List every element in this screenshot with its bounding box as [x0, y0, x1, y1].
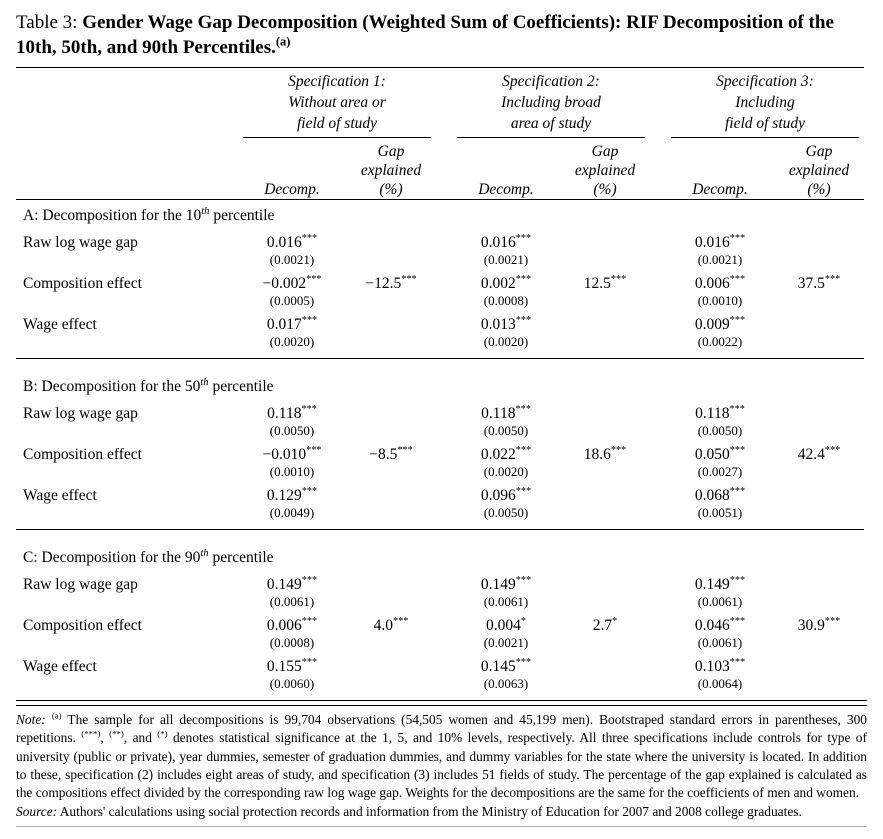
spec3-line3: field of study	[724, 115, 806, 132]
table-row	[16, 575, 864, 616]
spec2-gap-header: Gap explained (%)	[574, 143, 636, 199]
gap-explained-cell	[346, 315, 436, 350]
spec2-header	[452, 68, 650, 138]
panel-title: A: Decomposition for the 10th percentile	[23, 206, 275, 225]
table-row	[16, 657, 864, 698]
gap-explained-cell	[346, 486, 436, 521]
standard-error: (0.0061)	[697, 635, 743, 651]
decomp-cell: 0.149*** (0.0061)	[238, 575, 346, 610]
standard-error: (0.0061)	[483, 594, 529, 610]
gap-explained-cell: 4.0***	[373, 616, 409, 635]
standard-error: (0.0021)	[269, 252, 315, 268]
row-label: Wage effect	[23, 316, 97, 334]
gap-explained-cell: −8.5***	[369, 445, 413, 464]
row-label: Raw log wage gap	[23, 405, 138, 423]
significance-stars: ***	[306, 445, 322, 457]
stars-3-marker: (***)	[81, 728, 101, 739]
standard-error: (0.0051)	[697, 505, 743, 521]
standard-error: (0.0020)	[269, 334, 315, 350]
spacer	[436, 315, 452, 350]
significance-stars: ***	[610, 274, 627, 286]
table-row	[16, 486, 864, 527]
significance-stars: ***	[729, 445, 746, 457]
spacer	[650, 616, 666, 651]
decomp-cell: 0.145*** (0.0063)	[452, 657, 560, 692]
significance-stars: ***	[729, 575, 746, 587]
significance-stars: *	[520, 616, 526, 628]
spacer	[436, 274, 452, 309]
significance-stars: ***	[729, 404, 745, 416]
table-row	[16, 404, 864, 445]
decomp-cell: 0.149*** (0.0061)	[452, 575, 560, 610]
decomp-cell: 0.006*** (0.0010)	[666, 274, 774, 309]
significance-stars: ***	[301, 657, 318, 669]
spacer	[436, 233, 452, 268]
significance-stars: ***	[729, 274, 746, 286]
decomp-cell: 0.013*** (0.0020)	[452, 315, 560, 350]
standard-error: (0.0021)	[483, 635, 529, 651]
spacer	[436, 142, 452, 199]
significance-stars: ***	[729, 315, 746, 327]
row-label: Composition effect	[23, 446, 142, 464]
standard-error: (0.0050)	[483, 505, 529, 521]
gap-explained-cell	[560, 315, 650, 350]
standard-error: (0.0005)	[269, 293, 315, 309]
standard-error: (0.0061)	[697, 594, 743, 610]
decomposition-table	[16, 67, 864, 698]
decomp-cell: 0.118*** (0.0050)	[452, 404, 560, 439]
table-caption	[16, 10, 867, 60]
decomp-cell: 0.068*** (0.0051)	[666, 486, 774, 521]
panel-title: C: Decomposition for the 90th percentile	[23, 548, 274, 567]
header-stub-cell	[16, 68, 238, 138]
spacer	[436, 616, 452, 651]
significance-stars: ***	[301, 404, 317, 416]
table-row	[16, 274, 864, 315]
decomp-cell: 0.022*** (0.0020)	[452, 445, 560, 480]
spec2-underline	[457, 137, 645, 138]
spec1-line2: Without area or	[288, 94, 386, 111]
row-label: Composition effect	[23, 275, 142, 293]
panel-separator-rule	[16, 529, 864, 530]
decomp-cell: 0.050*** (0.0027)	[666, 445, 774, 480]
table-row	[16, 445, 864, 486]
decomp-cell: 0.016*** (0.0021)	[452, 233, 560, 268]
spacer	[650, 233, 666, 268]
spacer	[436, 68, 452, 138]
significance-stars: ***	[515, 445, 532, 457]
note-marker: (a)	[51, 710, 62, 721]
gap-explained-cell: 12.5***	[583, 274, 627, 293]
standard-error: (0.0008)	[483, 293, 529, 309]
gap-explained-cell	[774, 315, 864, 350]
stars-1-marker: (*)	[157, 728, 168, 739]
gap-explained-cell: 42.4***	[797, 445, 841, 464]
standard-error: (0.0010)	[697, 293, 743, 309]
significance-stars: ***	[397, 445, 413, 457]
gap-explained-cell: 37.5***	[797, 274, 841, 293]
significance-stars: ***	[515, 315, 532, 327]
significance-stars: *	[612, 616, 618, 628]
gap-explained-cell	[774, 657, 864, 692]
spec3-line2: Including	[735, 94, 795, 111]
standard-error: (0.0021)	[483, 252, 529, 268]
standard-error: (0.0050)	[269, 423, 315, 439]
significance-stars: ***	[401, 274, 417, 286]
spacer	[650, 274, 666, 309]
decomp-cell: −0.010*** (0.0010)	[238, 445, 346, 480]
significance-stars: ***	[301, 315, 318, 327]
row-label: Wage effect	[23, 658, 97, 676]
standard-error: (0.0020)	[483, 464, 529, 480]
source-label: Source:	[16, 803, 58, 819]
significance-stars: ***	[824, 616, 841, 628]
table-bottom-double-rule	[16, 700, 867, 706]
decomp-cell: 0.118*** (0.0050)	[666, 404, 774, 439]
significance-stars: ***	[301, 486, 318, 498]
panel-title: B: Decomposition for the 50th percentile	[23, 377, 274, 396]
spec3-gap-header: Gap explained (%)	[788, 143, 850, 199]
decomp-cell: 0.096*** (0.0050)	[452, 486, 560, 521]
gap-explained-cell	[346, 233, 436, 268]
gap-explained-cell	[560, 486, 650, 521]
gap-explained-cell	[774, 404, 864, 439]
standard-error: (0.0027)	[697, 464, 743, 480]
spec3-header	[666, 68, 864, 138]
decomp-cell: 0.149*** (0.0061)	[666, 575, 774, 610]
spacer	[436, 404, 452, 439]
significance-stars: ***	[306, 274, 322, 286]
gap-explained-cell	[774, 486, 864, 521]
significance-stars: ***	[610, 445, 627, 457]
decomp-cell: 0.016*** (0.0021)	[666, 233, 774, 268]
caption-text: Gender Wage Gap Decomposition (Weighted Sum of Coefficients): RIF Decomposition of the 10th, 50th, and 90th Percentiles.	[16, 12, 834, 58]
spacer	[650, 657, 666, 692]
gap-explained-cell	[560, 657, 650, 692]
decomp-cell: 0.004* (0.0021)	[452, 616, 560, 651]
gap-explained-cell: −12.5***	[365, 274, 417, 293]
significance-stars: ***	[515, 575, 532, 587]
gap-explained-cell: 2.7*	[592, 616, 618, 635]
standard-error: (0.0050)	[483, 423, 529, 439]
spec2-line1: Specification 2:	[502, 73, 600, 90]
spacer	[650, 68, 666, 138]
table-row	[16, 233, 864, 274]
gap-explained-cell	[774, 575, 864, 610]
gap-explained-cell	[774, 233, 864, 268]
spec3-line1: Specification 3:	[716, 73, 814, 90]
spec1-line3: field of study	[296, 115, 378, 132]
significance-stars: ***	[729, 486, 746, 498]
standard-error: (0.0008)	[269, 635, 315, 651]
spec1-header	[238, 68, 436, 138]
standard-error: (0.0049)	[269, 505, 315, 521]
spacer	[650, 486, 666, 521]
spec3-underline	[671, 137, 859, 138]
spacer	[436, 657, 452, 692]
significance-stars: ***	[729, 233, 746, 245]
significance-stars: ***	[515, 274, 532, 286]
table-source: Source: Authors' calculations using social protection records and information from the Ministry of Education for 2007 and 2008 college graduates.	[16, 803, 802, 819]
significance-stars: ***	[515, 657, 532, 669]
spacer	[436, 445, 452, 480]
stars-2-marker: (**)	[109, 728, 124, 739]
standard-error: (0.0063)	[483, 676, 529, 692]
spacer	[436, 486, 452, 521]
decomp-cell: 0.016*** (0.0021)	[238, 233, 346, 268]
caption-footnote-marker: (a)	[275, 34, 291, 49]
spec1-gap-header: Gap explained (%)	[360, 143, 422, 199]
standard-error: (0.0064)	[697, 676, 743, 692]
standard-error: (0.0021)	[697, 252, 743, 268]
gap-explained-cell: 30.9***	[797, 616, 841, 635]
decomp-cell: 0.155*** (0.0060)	[238, 657, 346, 692]
spec1-underline	[243, 137, 431, 138]
gap-explained-cell	[346, 575, 436, 610]
decomp-cell: 0.118*** (0.0050)	[238, 404, 346, 439]
gap-explained-cell	[346, 404, 436, 439]
decomp-cell: 0.103*** (0.0064)	[666, 657, 774, 692]
spec1-decomp-header: Decomp.	[264, 181, 320, 199]
panel-separator-rule	[16, 358, 864, 359]
significance-stars: ***	[301, 233, 318, 245]
row-label: Wage effect	[23, 487, 97, 505]
gap-explained-cell	[560, 575, 650, 610]
significance-stars: ***	[515, 233, 532, 245]
spacer	[436, 575, 452, 610]
spacer	[650, 142, 666, 199]
gap-explained-cell: 18.6***	[583, 445, 627, 464]
significance-stars: ***	[824, 445, 841, 457]
significance-stars: ***	[729, 616, 746, 628]
gap-explained-cell	[346, 657, 436, 692]
significance-stars: ***	[393, 616, 409, 628]
spacer	[650, 315, 666, 350]
decomp-cell: 0.002*** (0.0008)	[452, 274, 560, 309]
standard-error: (0.0050)	[697, 423, 743, 439]
page-bottom-rule	[16, 826, 867, 827]
spec-header-row	[16, 68, 864, 138]
significance-stars: ***	[729, 657, 746, 669]
decomp-cell: 0.009*** (0.0022)	[666, 315, 774, 350]
decomp-cell: 0.046*** (0.0061)	[666, 616, 774, 651]
decomp-cell: 0.129*** (0.0049)	[238, 486, 346, 521]
spec1-line1: Specification 1:	[288, 73, 386, 90]
table-row	[16, 616, 864, 657]
caption-prefix: Table 3:	[16, 12, 83, 33]
spacer	[650, 445, 666, 480]
spacer	[650, 404, 666, 439]
significance-stars: ***	[301, 616, 318, 628]
table-note: Note: $^{(a)}$ The sample for all decompositions is 99,704 observations (54,505 women and 45,199 men). Bootstraped standard errors in parentheses, 300 repetitions. (***), (**), and (*) denotes statistical significance at the 1, 5, and 10% levels, respectively. All three specifications include controls for type of university (public or private), year dummies, semester of graduation dummies, and dummy variables for the state where the university is located. In addition to these, specification (2) includes eight areas of study, and specification (3) includes 51 fields of study. The percentage of the gap explained is calculated as the compositions effect divided by the corresponding raw log wage gap. Weights for the decompositions are the same for the coefficients of men and women.	[16, 710, 867, 801]
row-label: Raw log wage gap	[23, 576, 138, 594]
row-label: Composition effect	[23, 617, 142, 635]
decomp-cell: 0.006*** (0.0008)	[238, 616, 346, 651]
spec2-line3: area of study	[510, 115, 592, 132]
significance-stars: ***	[515, 404, 531, 416]
column-header-row	[16, 138, 864, 199]
standard-error: (0.0022)	[697, 334, 743, 350]
gap-explained-cell	[560, 404, 650, 439]
decomp-cell: −0.002*** (0.0005)	[238, 274, 346, 309]
decomp-cell: 0.017*** (0.0020)	[238, 315, 346, 350]
note-label: Note:	[16, 711, 46, 727]
spec3-decomp-header: Decomp.	[692, 181, 748, 199]
significance-stars: ***	[824, 274, 841, 286]
table-row	[16, 315, 864, 356]
spec2-decomp-header: Decomp.	[478, 181, 534, 199]
standard-error: (0.0020)	[483, 334, 529, 350]
standard-error: (0.0060)	[269, 676, 315, 692]
spec2-line2: Including broad	[501, 94, 601, 111]
significance-stars: ***	[515, 486, 532, 498]
spacer	[650, 575, 666, 610]
row-label: Raw log wage gap	[23, 234, 138, 252]
standard-error: (0.0061)	[269, 594, 315, 610]
header-stub-cell	[16, 142, 238, 199]
significance-stars: ***	[301, 575, 318, 587]
standard-error: (0.0010)	[269, 464, 315, 480]
gap-explained-cell	[560, 233, 650, 268]
